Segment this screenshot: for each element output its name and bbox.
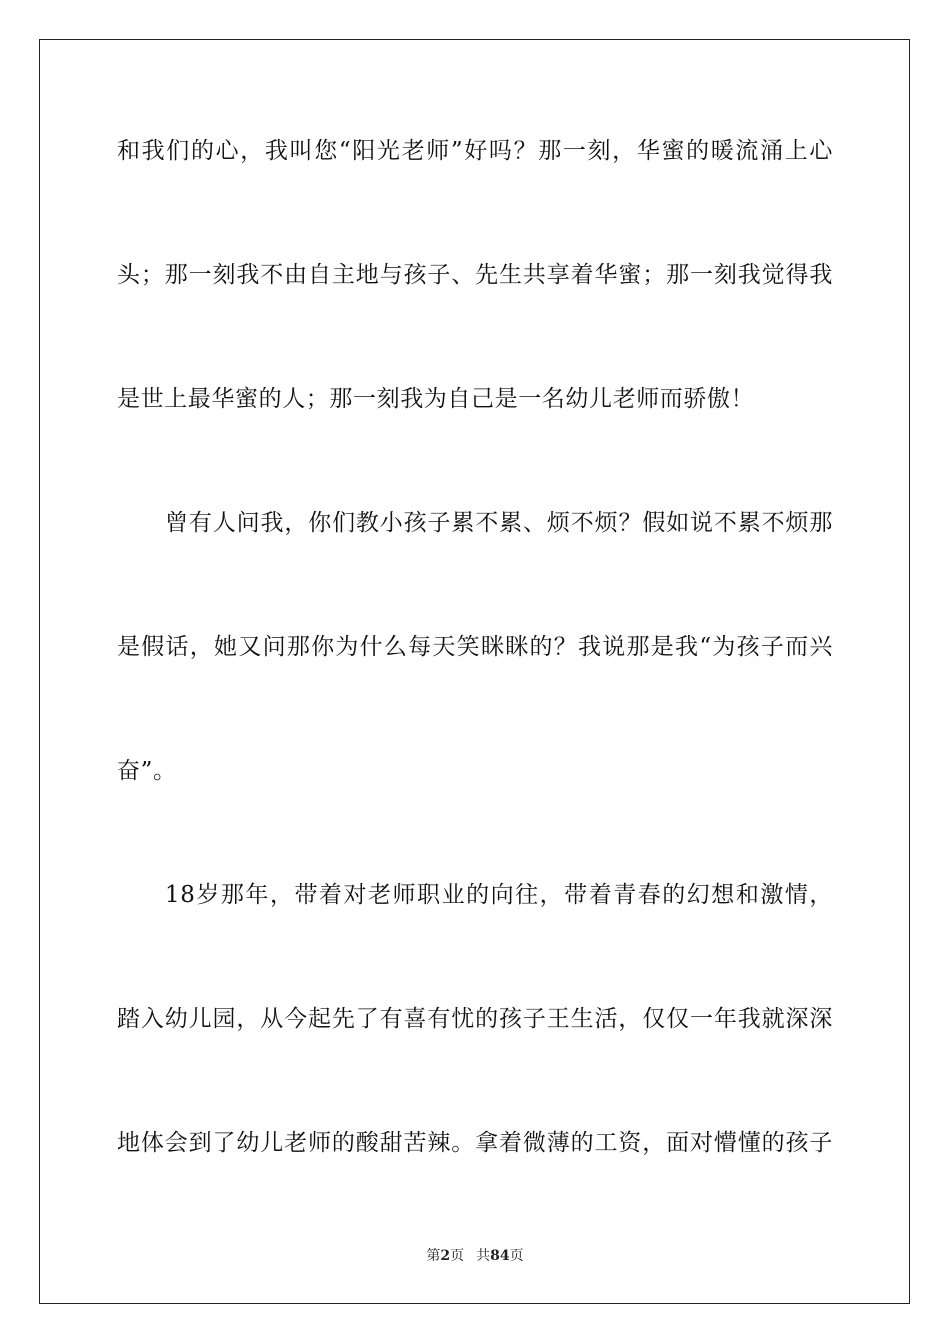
body-line-6: 奋”。 xyxy=(117,758,177,784)
footer-page-suffix: 页 xyxy=(450,1248,465,1264)
body-line-9: 地体会到了幼儿老师的酸甜苦辣。拿着微薄的工资，面对懵懂的孩子 xyxy=(117,1130,833,1156)
footer-page-total: 84 xyxy=(490,1248,510,1264)
body-line-4: 曾有人问我，你们教小孩子累不累、烦不烦？假如说不累不烦那 xyxy=(165,510,833,536)
footer-page-prefix: 第 xyxy=(426,1248,441,1264)
body-line-7: 18岁那年，带着对老师职业的向往，带着青春的幻想和激情， xyxy=(165,882,833,908)
footer-total-suffix: 页 xyxy=(509,1248,524,1264)
body-line-3: 是世上最华蜜的人；那一刻我为自己是一名幼儿老师而骄傲！ xyxy=(117,386,755,412)
page-border xyxy=(39,39,910,1304)
footer-page-current: 2 xyxy=(440,1248,451,1264)
body-line-5: 是假话，她又问那你为什么每天笑眯眯的？我说那是我“为孩子而兴 xyxy=(117,634,833,660)
page-footer xyxy=(0,1246,950,1266)
footer-total-prefix: 共 xyxy=(476,1248,491,1264)
body-line-1: 和我们的心，我叫您“阳光老师”好吗？那一刻，华蜜的暖流涌上心 xyxy=(117,138,833,164)
body-line-2: 头；那一刻我不由自主地与孩子、先生共享着华蜜；那一刻我觉得我 xyxy=(117,262,833,288)
body-line-8: 踏入幼儿园，从今起先了有喜有忧的孩子王生活，仅仅一年我就深深 xyxy=(117,1006,833,1032)
